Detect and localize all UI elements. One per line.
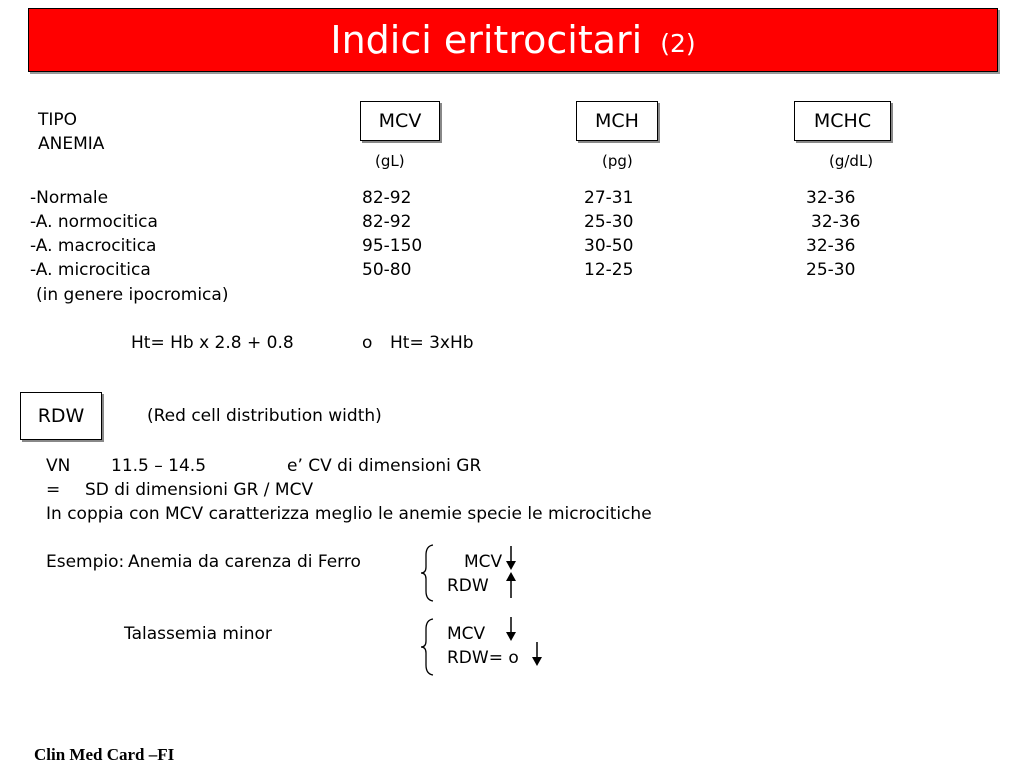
row-mch: 30-50 bbox=[584, 236, 634, 256]
row-name: -A. normocitica bbox=[30, 212, 158, 232]
row-mcv: 82-92 bbox=[362, 212, 412, 232]
case1-mcv: MCV bbox=[464, 552, 503, 572]
mchc-unit: (g/dL) bbox=[829, 152, 874, 170]
case2-rdw: RDW= o bbox=[447, 648, 519, 668]
mcv-header-box bbox=[360, 101, 440, 141]
page-title: Indici eritrocitari bbox=[330, 18, 643, 62]
tipo-anemia-header bbox=[38, 108, 104, 156]
arrow-up-icon bbox=[504, 571, 518, 599]
mch-unit: (pg) bbox=[602, 152, 633, 170]
row-mch: 12-25 bbox=[584, 260, 634, 280]
mch-header: MCH bbox=[595, 110, 639, 132]
left-brace-icon bbox=[420, 543, 436, 603]
row-mcv: 95-150 bbox=[362, 236, 423, 256]
footer-text: Clin Med Card –FI bbox=[34, 745, 175, 764]
vn-label: VN bbox=[46, 456, 71, 476]
mchc-header: MCHC bbox=[813, 110, 872, 132]
rdw-box bbox=[20, 392, 102, 440]
arrow-down-icon bbox=[504, 545, 518, 571]
row-mchc: 32-36 bbox=[811, 212, 861, 232]
row-mch: 27-31 bbox=[584, 188, 634, 208]
title-bar bbox=[28, 8, 998, 72]
row-mchc: 32-36 bbox=[806, 236, 856, 256]
mcv-header: MCV bbox=[378, 110, 422, 132]
rdw-description: (Red cell distribution width) bbox=[147, 406, 382, 426]
formula-left: Ht= Hb x 2.8 + 0.8 bbox=[131, 333, 294, 353]
page-subtitle: (2) bbox=[660, 28, 696, 58]
row-name: -A. macrocitica bbox=[30, 236, 157, 256]
left-brace-icon bbox=[420, 617, 436, 677]
case2-mcv: MCV bbox=[447, 624, 486, 644]
esempio-label: Esempio: bbox=[46, 552, 125, 572]
row-name: -A. microcitica bbox=[30, 260, 151, 280]
formula-or: o bbox=[362, 333, 373, 353]
row-mchc: 25-30 bbox=[806, 260, 856, 280]
ipocromica-note: (in genere ipocromica) bbox=[36, 285, 229, 305]
tipo-label: TIPO bbox=[38, 110, 78, 130]
arrow-down-icon bbox=[504, 616, 518, 642]
anemia-label: ANEMIA bbox=[38, 134, 105, 154]
vn-cv-text: e’ CV di dimensioni GR bbox=[287, 456, 482, 476]
sd-text: SD di dimensioni GR / MCV bbox=[85, 480, 314, 500]
sd-eq: = bbox=[46, 480, 61, 500]
case2-name: Talassemia minor bbox=[124, 624, 272, 644]
row-name: -Normale bbox=[30, 188, 109, 208]
rdw-label: RDW bbox=[37, 405, 85, 427]
case1-rdw: RDW bbox=[447, 576, 489, 596]
arrow-down-icon bbox=[530, 641, 544, 667]
case1-name: Anemia da carenza di Ferro bbox=[128, 552, 361, 572]
mch-header-box bbox=[576, 101, 658, 141]
row-mch: 25-30 bbox=[584, 212, 634, 232]
row-mcv: 82-92 bbox=[362, 188, 412, 208]
row-mchc: 32-36 bbox=[806, 188, 856, 208]
mcv-unit: (gL) bbox=[375, 152, 405, 170]
vn-range: 11.5 – 14.5 bbox=[111, 456, 207, 476]
mchc-header-box bbox=[794, 101, 891, 141]
formula-right: Ht= 3xHb bbox=[390, 333, 474, 353]
coppia-text: In coppia con MCV caratterizza meglio le anemie specie le microcitiche bbox=[46, 504, 652, 524]
row-mcv: 50-80 bbox=[362, 260, 412, 280]
